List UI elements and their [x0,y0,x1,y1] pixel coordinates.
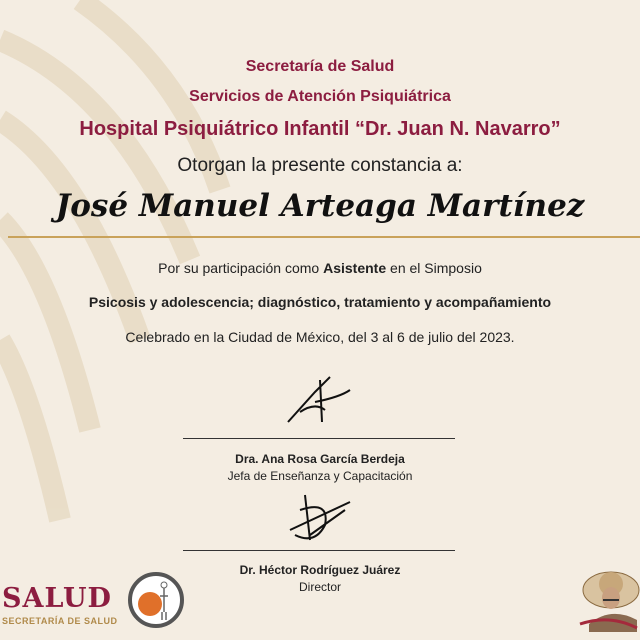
services-heading: Servicios de Atención Psiquiátrica [189,88,451,105]
hospital-heading: Hospital Psiquiátrico Infantil “Dr. Juan N. Navarro” [79,118,561,140]
signer-2-name: Dr. Héctor Rodríguez Juárez [239,563,401,577]
symposium-title: Psicosis y adolescencia; diagnóstico, tratamiento y acompañamiento [88,294,552,310]
gold-divider [8,236,640,238]
signature-1 [270,372,360,436]
participation-role: Asistente [323,260,387,276]
salud-logo-subtext: SECRETARÍA DE SALUD [2,616,118,626]
participation-pre: Por su participación como [158,260,324,276]
salud-logo: SALUD [2,583,112,614]
participation-post: en el Simposio [386,260,482,276]
recipient-name: José Manuel Arteaga Martínez [55,188,585,224]
hospital-seal-logo [128,572,184,628]
signature-line-2 [183,550,455,551]
secretaria-heading: Secretaría de Salud [245,58,395,75]
signer-2-title: Director [298,580,341,594]
signature-2 [270,490,360,550]
event-date-place: Celebrado en la Ciudad de México, del 3 al 6 de julio del 2023. [125,329,515,345]
signer-1-name: Dra. Ana Rosa García Berdeja [235,452,405,466]
signature-line-1 [183,438,455,439]
award-intro: Otorgan la presente constancia a: [177,155,463,176]
signer-1-title: Jefa de Enseñanza y Capacitación [227,469,413,483]
participation-text [0,260,640,276]
portrait-emblem [575,562,640,632]
